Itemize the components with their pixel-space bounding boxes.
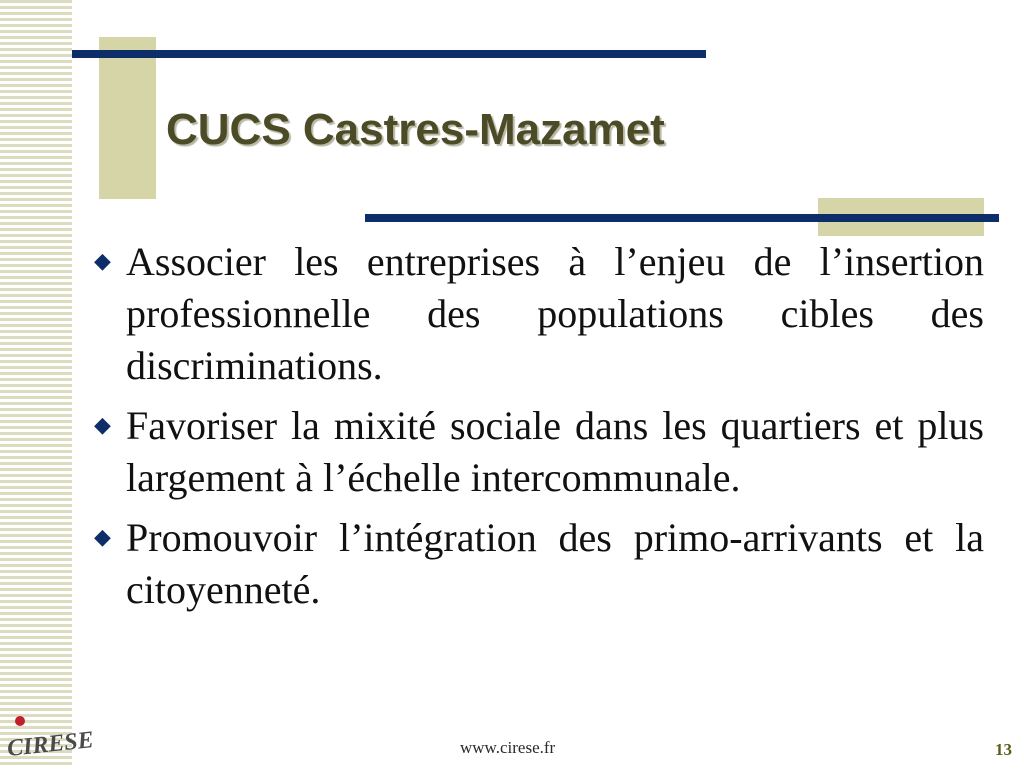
bullet-text: Promouvoir l’intégration des primo-arrivants et la citoyenneté. <box>126 515 984 612</box>
page-number: 13 <box>995 740 1012 759</box>
cirese-logo <box>5 712 95 764</box>
bullet-list <box>88 236 984 624</box>
diamond-bullet-icon: ◆ <box>94 248 111 273</box>
bullet-text: Favoriser la mixité sociale dans les quartiers et plus largement à l’échelle intercommunale. <box>126 403 984 500</box>
footer-url[interactable]: www.cirese.fr <box>460 738 556 757</box>
top-rule <box>72 50 706 58</box>
title-accent-block <box>99 37 156 199</box>
svg-text:CIRESE: CIRESE <box>5 727 95 762</box>
decorative-stripes <box>0 0 72 768</box>
bullet-item <box>88 400 984 504</box>
cirese-logo-icon <box>5 712 95 764</box>
diamond-bullet-icon: ◆ <box>94 412 111 437</box>
bottom-rule <box>365 214 999 222</box>
diamond-bullet-icon: ◆ <box>94 524 111 549</box>
bullet-item <box>88 236 984 392</box>
bullet-item <box>88 512 984 616</box>
slide-title: CUCS Castres-Mazamet <box>166 105 665 154</box>
bullet-text: Associer les entreprises à l’enjeu de l’insertion professionnelle des populations cibles des discriminations. <box>126 239 984 388</box>
